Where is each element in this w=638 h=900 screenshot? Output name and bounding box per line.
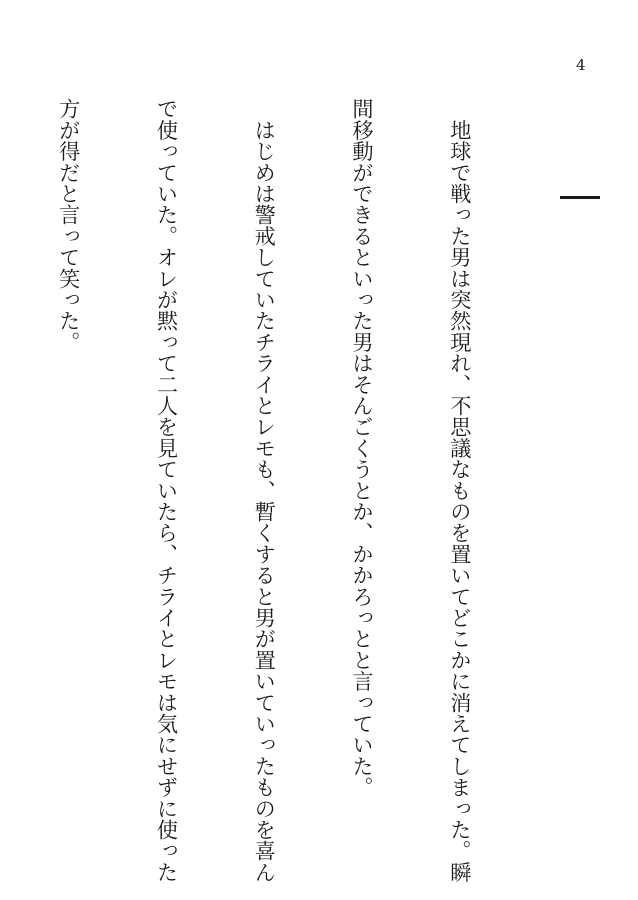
text-line: で使っていた。オレが黙って二人を見ていたら、チライとレモは気にせずに使った xyxy=(154,98,180,883)
chapter-heading-text xyxy=(560,196,561,197)
chapter-heading xyxy=(560,196,600,199)
body-text xyxy=(0,98,541,883)
page-number: 4 xyxy=(576,56,586,74)
text-line: 方が得だと言って笑った。 xyxy=(56,98,82,353)
text-line: 間移動ができるといった男はそんごくうとか、かかろっとと言っていた。 xyxy=(350,98,376,798)
text-line: はじめは警戒していたチライとレモも、暫くすると男が置いていったものを喜ん xyxy=(252,98,278,883)
text-line: 地球で戦った男は突然現れ、不思議なものを置いてどこかに消えてしまった。瞬 xyxy=(447,98,473,883)
